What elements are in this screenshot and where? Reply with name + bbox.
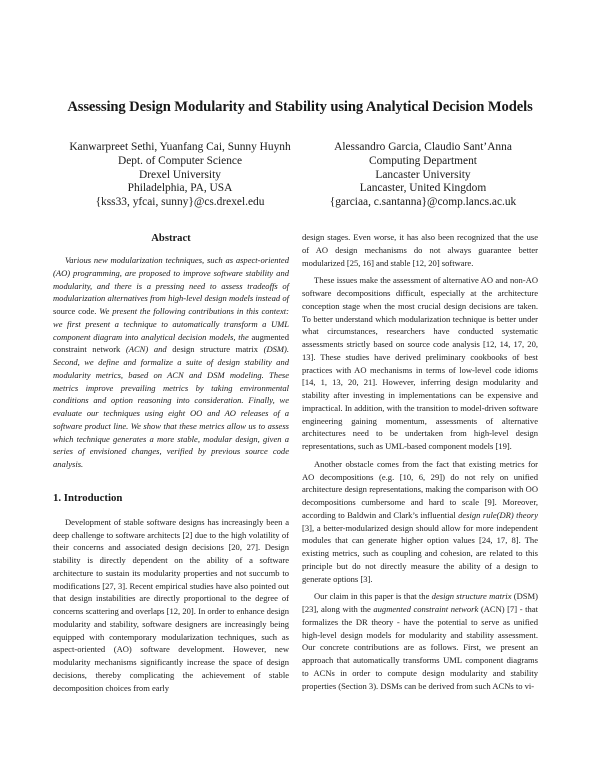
emphasized-term: augmented constraint network — [373, 604, 479, 614]
emphasized-term: design structure matrix — [431, 591, 512, 602]
author-department: Computing Department — [369, 154, 477, 167]
intro-paragraph-1: Development of stable software designs has increasingly been a deep challenge to software architects [2] due to the high volatility of their concerns and associated design decisions [20, 27]. Design stability is directly dependent on the ability of a software architecture to sustain its modularity properties and not succumb to modifications [27, 3]. Recent empirical studies have also pointed out that design instabilities are directly proportional to the degree of concerns scattering and overlaps [12, 20]. In order to enhance design modularity and stability, software designers are increasingly being equipped with contemporary modularization techniques, such as aspect-oriented (AO) software development. However, new modularity mechanisms significantly increase the space of design decisions, thereby complicating the achievement of stable decomposition choices from early — [53, 516, 289, 693]
abstract-text: We present the following contributions in this context: we first present a technique to automatically transform a UML component diagram into analytical decision models, the — [53, 306, 289, 342]
paragraph-text: [3], a better-modularized design should allow for more independent modules that can generate higher option values [24, 17, 8]. The existing metrics, such as coupling and cohesion, are related to this principle but do not directly measure the ability of a design to generate options [3]. — [302, 522, 538, 584]
abstract-text: Various new modularization techniques, such as aspect-oriented (AO) programming, are proposed to improve software stability and modularity, and there is a pressing need to assess tradeoffs of modularization alternatives from high-level design models instead of — [53, 255, 289, 304]
author-email: {garciaa, c.santanna}@comp.lancs.ac.uk — [329, 196, 517, 209]
intro-paragraph-1-continued: design stages. Even worse, it has also been recognized that the use of AO design mechanisms do not always guarantee better modularized [25, 16] and stable [12, 20] software. — [302, 232, 538, 268]
abstract-text: (ACN) and — [120, 344, 173, 355]
intro-paragraph-2: These issues make the assessment of alternative AO and non-AO software decompositions difficult, especially at the architecture conception stage when the most crucial design decisions are taken. To better understand which modularization technique is better under what circumstances, researchers have conducted systematic assessments strictly based on source code analysis [12, 14, 17, 20, 13]. These studies have derived preliminary cookbooks of best practices with AO mechanisms in terms of low-level code idioms [14, 1, 13, 20, 21]. However, inferring design modularity and stability after investing in implementations can be expensive and impractical. In addition, with the transition to model-driven software engineering gaining momentum, assessments of alternative architectures need to be undertaken from high-level design representations, such as UML-based component models [19]. — [302, 275, 538, 451]
author-location: Lancaster, United Kingdom — [359, 182, 487, 195]
paper-title: Assessing Design Modularity and Stability using Analytical Decision Models — [67, 99, 533, 115]
intro-paragraph-3 — [302, 458, 538, 586]
right-column — [302, 231, 538, 692]
author-names: Kanwarpreet Sethi, Yuanfang Cai, Sunny Huynh — [69, 141, 291, 153]
abstract-paragraph — [53, 254, 289, 471]
left-column — [53, 232, 289, 694]
author-block-lancaster — [318, 141, 528, 210]
paragraph-text: Another obstacle comes from the fact that existing metrics for AO decompositions (e.g. [10, 6, 29]) do not rely on unified architecture design representations, making the comparison with OO decompositions cumbersome and hard to scale [9]. Moreover, according to Baldwin and Clark’s influential — [302, 458, 538, 520]
section-heading-introduction: 1. Introduction — [53, 491, 123, 504]
abstract-text: source code. — [53, 306, 97, 316]
emphasized-term: design rule(DR) theory — [458, 509, 538, 520]
author-department: Dept. of Computer Science — [118, 154, 242, 167]
author-email: {kss33, yfcai, sunny}@cs.drexel.edu — [95, 196, 265, 209]
paragraph-text: (DSM) [23], along with the — [302, 591, 538, 614]
paragraph-text: Our claim in this paper is that the — [314, 591, 432, 602]
intro-paragraph-4 — [302, 590, 538, 692]
abstract-term: augmented constraint network — [53, 331, 289, 355]
author-institution: Drexel University — [139, 168, 221, 181]
author-location: Philadelphia, PA, USA — [127, 182, 233, 195]
abstract-heading: Abstract — [151, 233, 191, 244]
paragraph-text: (ACN) [7] - that formalizes the DR theory - have the potential to serve as unified high-level design models for modularity and stability assessment. Our concrete contributions are as follows. First, we present an approach that automatically transforms UML component diagrams to ACNs in order to compute design modularity and stability properties (Section 3). DSMs can be derived from such ACNs to vi- — [302, 604, 538, 691]
abstract-term: design structure matrix — [172, 344, 258, 355]
abstract-text: (DSM). Second, we define and formalize a suite of design stability and modularity metrics, based on ACN and DSM modeling. These metrics improve prevailing metrics by taking environmental conditions and option reasoning into consideration. Finally, we evaluate our techniques using eight OO and AO releases of a software product line. We show that these metrics allow us to assess which technique generates a more stable, modular design, given a series of envisioned changes, verified by previous source code analysis. — [53, 344, 289, 469]
author-names: Alessandro Garcia, Claudio Sant’Anna — [334, 141, 512, 153]
author-block-drexel — [55, 141, 305, 210]
author-institution: Lancaster University — [375, 168, 471, 181]
